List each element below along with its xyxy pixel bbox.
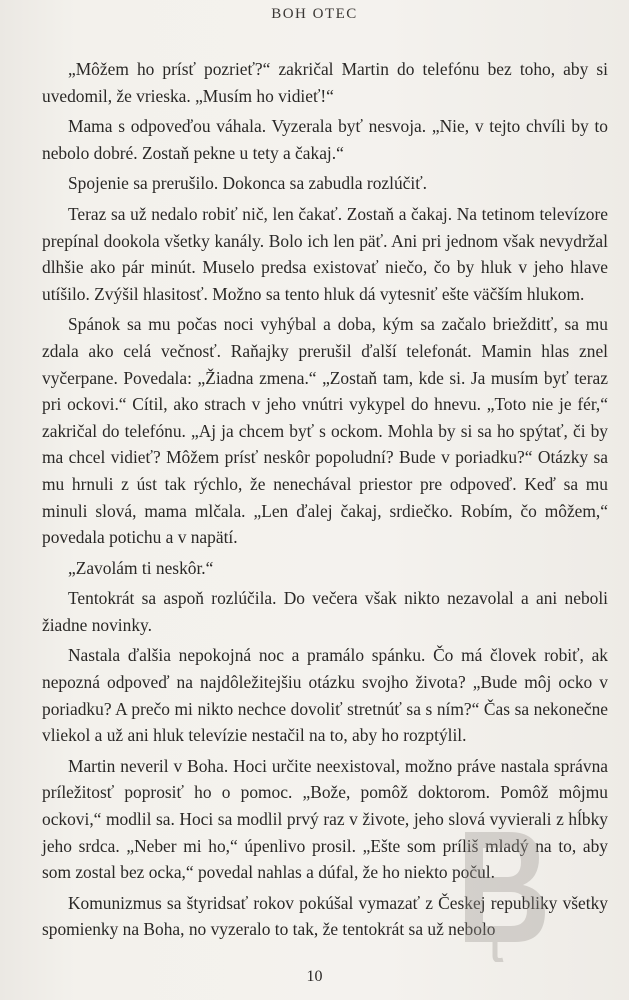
paragraph: „Zavolám ti neskôr.“ — [68, 557, 214, 578]
paragraph: „Môžem ho prísť pozrieť?“ zakričal Martin do telefónu bez toho, aby si uvedomil, že vrieska. „Musím ho vidieť!“ — [42, 59, 608, 106]
paragraph: Mama s odpoveďou váhala. Vyzerala byť nesvoja. „Nie, v tejto chvíli by to nebolo dobré. Zostaň pekne u tety a čakaj.“ — [42, 116, 608, 163]
paragraph: Tentokrát sa aspoň rozlúčila. Do večera však nikto nezavolal a ani neboli žiadne novinky. — [42, 588, 608, 635]
running-head: BOH OTEC — [271, 6, 358, 22]
watermark-logo-icon — [445, 822, 555, 962]
page-number: 10 — [306, 968, 323, 985]
paragraph: Teraz sa už nedalo robiť nič, len čakať. Zostaň a čakaj. Na tetinom televízore prepínal dookola všetky kanály. Bolo ich len päť. Ani pri jednom však nevydržal dlhšie ako pár minút. Muselo predsa existovať niečo, čo by hluk v jeho hlave utíšilo. Zvýšil hlasitosť. Možno sa tento hluk dá vytesniť ešte väčším hlukom. — [42, 203, 608, 304]
body-text — [42, 56, 608, 947]
paragraph: Nastala ďalšia nepokojná noc a pramálo spánku. Čo má človek robiť, ak nepozná odpoveď na najdôležitejšiu otázku svojho života? „Bude môj ocko v poriadku? A prečo mi nikto nechce dovoliť stretnúť sa s ním?“ Čas sa nekonečne vliekol a už ani hluk televízie nestačil na to, aby ho rozptýlil. — [42, 645, 608, 746]
paragraph: Komunizmus sa štyridsať rokov pokúšal vymazať z Českej republiky všetky spomienky na Boha, no vyzeralo to tak, že tentokrát sa už nebolo — [42, 892, 608, 940]
paragraph: Spánok sa mu počas noci vyhýbal a doba, kým sa začalo briežditť, sa mu zdala ako celá večnosť. Raňajky prerušil ďalší telefonát. Mamin hlas znel vyčerpane. Povedala: „Žiadna zmena.“ „Zostaň tam, kde si. Ja musím byť teraz pri ockovi.“ Cítil, ako strach v jeho vnútri vykypel do hnevu. „Toto nie je fér,“ zakričal do telefónu. „Aj ja chcem byť s ockom. Mohla by si sa ho spýtať, či by ma chcel vidieť? Môžem prísť neskôr popoludní? Bude v poriadku?“ Otázky sa mu hrnuli z úst tak rýchlo, že nenechával priestor pre odpoveď. Keď sa mu minuli slová, mama mlčala. „Len ďalej čakaj, srdiečko. Robím, čo môžem,“ povedala potichu a v napätí. — [42, 314, 608, 548]
paragraph: Spojenie sa prerušilo. Dokonca sa zabudla rozlúčiť. — [68, 173, 427, 194]
paragraph: Martin neveril v Boha. Hoci určite neexistoval, možno práve nastala správna príležitosť poprosiť ho o pomoc. „Bože, pomôž doktorom. Pomôž môjmu ockovi,“ modlil sa. Hoci sa modlil prvý raz v živote, jeho slová vyvierali z hĺbky jeho srdca. „Neber mi ho,“ úpenlivo prosil. „Ešte som príliš mladý na to, aby som zostal bez ocka,“ povedal nahlas a dúfal, že ho niekto počul. — [42, 755, 608, 883]
